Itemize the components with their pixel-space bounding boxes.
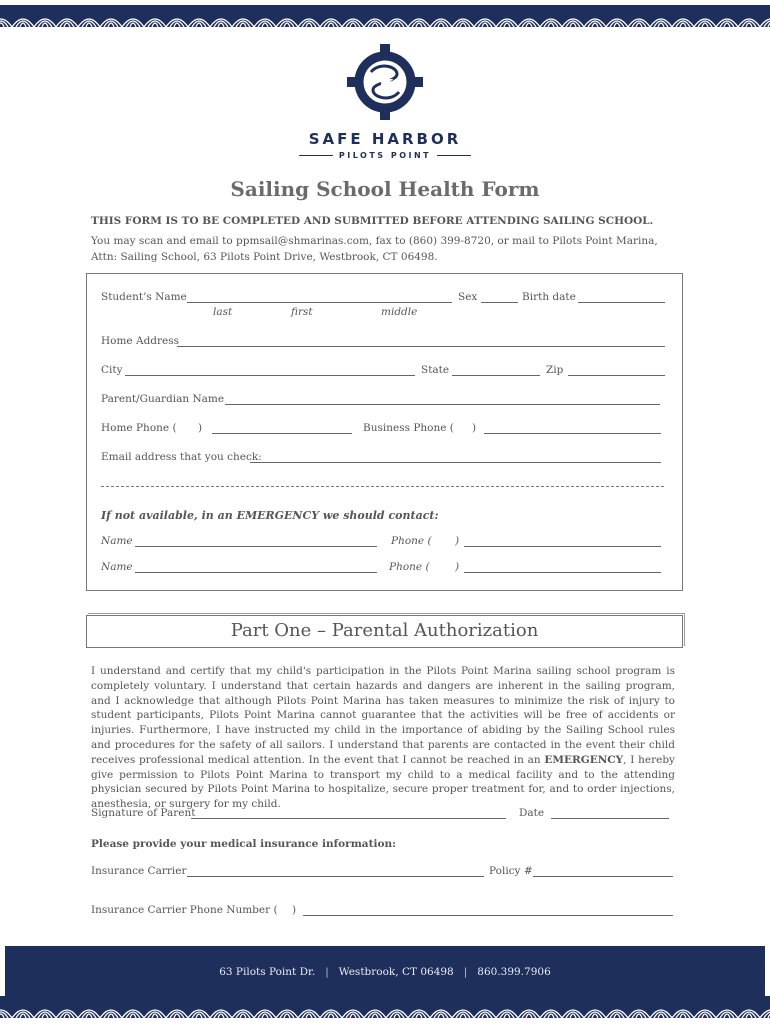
- home-phone-field[interactable]: [212, 433, 352, 434]
- state-label: State: [421, 364, 450, 376]
- brand-subtitle-text: PILOTS POINT: [338, 151, 432, 160]
- signature-label: Signature of Parent: [91, 807, 196, 819]
- emergency-emphasis: EMERGENCY: [544, 753, 624, 766]
- guardian-name-field[interactable]: [225, 404, 660, 405]
- instructions-body: You may scan and email to ppmsail@shmarinas.com, fax to (860) 399-8720, or mail to Pilots Point Marina, Attn: Sailing School, 63 Pilots Point Drive, Westbrook, CT 06498.: [91, 235, 658, 263]
- business-phone-field[interactable]: [484, 433, 661, 434]
- date-field[interactable]: [551, 818, 669, 819]
- emergency-phone-label-1: Phone (: [391, 535, 432, 547]
- state-field[interactable]: [452, 375, 540, 376]
- brand-name: SAFE HARBOR: [308, 130, 462, 148]
- footer-city: Westbrook, CT 06498: [338, 966, 454, 978]
- carrier-phone-paren: ): [292, 904, 297, 916]
- emergency-phone-field-1[interactable]: [464, 546, 661, 547]
- emergency-phone-paren-1: ): [455, 535, 460, 547]
- top-pattern-band: [0, 5, 770, 27]
- city-field[interactable]: [125, 375, 415, 376]
- zip-field[interactable]: [568, 375, 665, 376]
- emergency-name-label-1: Name: [101, 535, 133, 547]
- student-name-field[interactable]: [187, 302, 452, 303]
- student-name-label: Student’s Name: [101, 291, 187, 303]
- birth-date-field[interactable]: [578, 302, 665, 303]
- birth-date-label: Birth date: [522, 291, 576, 303]
- emergency-phone-field-2[interactable]: [464, 572, 661, 573]
- zip-label: Zip: [546, 364, 564, 376]
- home-phone-paren: ): [198, 422, 203, 434]
- business-phone-paren: ): [472, 422, 477, 434]
- authorization-text-b: , I hereby give permission to Pilots Point Marina to transport my child to a medical facility and to the attending physician secured by Pilots Point Marina to hospitalize, secure proper treatment for, and to order injections, anesthesia, or surgery for my child.: [91, 753, 675, 811]
- policy-field[interactable]: [533, 876, 673, 877]
- guardian-name-label: Parent/Guardian Name: [101, 393, 225, 405]
- authorization-paragraph: [91, 664, 675, 812]
- home-phone-label: Home Phone (: [101, 422, 177, 434]
- form-title: Sailing School Health Form: [230, 177, 540, 201]
- home-address-field[interactable]: [177, 346, 665, 347]
- emergency-heading: If not available, in an EMERGENCY we should contact:: [101, 509, 439, 522]
- sub-label-last: last: [213, 306, 233, 318]
- part-one-title: Part One – Parental Authorization: [230, 620, 539, 641]
- emergency-name-field-1[interactable]: [135, 546, 377, 547]
- city-label: City: [101, 364, 123, 376]
- brand-subtitle: [0, 151, 770, 160]
- policy-label: Policy #: [489, 865, 533, 877]
- date-label: Date: [519, 807, 545, 819]
- insurance-heading: Please provide your medical insurance information:: [91, 838, 396, 850]
- footer-contact: [5, 966, 765, 978]
- insurance-carrier-field[interactable]: [187, 876, 484, 877]
- instructions-bold: THIS FORM IS TO BE COMPLETED AND SUBMITTED BEFORE ATTENDING SAILING SCHOOL.: [91, 215, 654, 227]
- authorization-text-a: I understand and certify that my child's participation in the Pilots Point Marina sailing school program is completely voluntary. I understand that certain hazards and dangers are inherent in the sailing program, and I acknowledge that although Pilots Point Marina has taken measures to minimize the risk of injury to student participants, Pilots Point Marina cannot guarantee that the activities will be free of accidents or injuries. Furthermore, I have instructed my child in the importance of abiding by the Sailing School rules and procedures for the safety of all sailors. I understand that parents are contacted in the event their child receives professional medical attention. In the event that I cannot be reached in an: [91, 665, 675, 766]
- carrier-phone-field[interactable]: [303, 915, 673, 916]
- signature-field[interactable]: [191, 818, 506, 819]
- sub-label-middle: middle: [381, 306, 418, 318]
- footer-separator-1: |: [325, 966, 329, 978]
- footer-phone: 860.399.7906: [477, 966, 551, 978]
- email-field[interactable]: [250, 462, 661, 463]
- sex-field[interactable]: [481, 302, 518, 303]
- emergency-name-label-2: Name: [101, 561, 133, 573]
- bottom-pattern-band: [0, 996, 770, 1018]
- sub-label-first: first: [291, 306, 313, 318]
- emergency-phone-label-2: Phone (: [389, 561, 430, 573]
- emergency-name-field-2[interactable]: [135, 572, 377, 573]
- business-phone-label: Business Phone (: [363, 422, 454, 434]
- email-label: Email address that you check:: [101, 451, 262, 463]
- carrier-phone-label: Insurance Carrier Phone Number (: [91, 904, 278, 916]
- dashed-divider: [101, 486, 664, 487]
- footer-separator-2: |: [463, 966, 468, 978]
- insurance-carrier-label: Insurance Carrier: [91, 865, 187, 877]
- anchor-star-logo-icon: [345, 42, 425, 122]
- footer-address: 63 Pilots Point Dr.: [219, 966, 316, 978]
- sex-label: Sex: [458, 291, 478, 303]
- home-address-label: Home Address: [101, 335, 180, 347]
- emergency-phone-paren-2: ): [455, 561, 460, 573]
